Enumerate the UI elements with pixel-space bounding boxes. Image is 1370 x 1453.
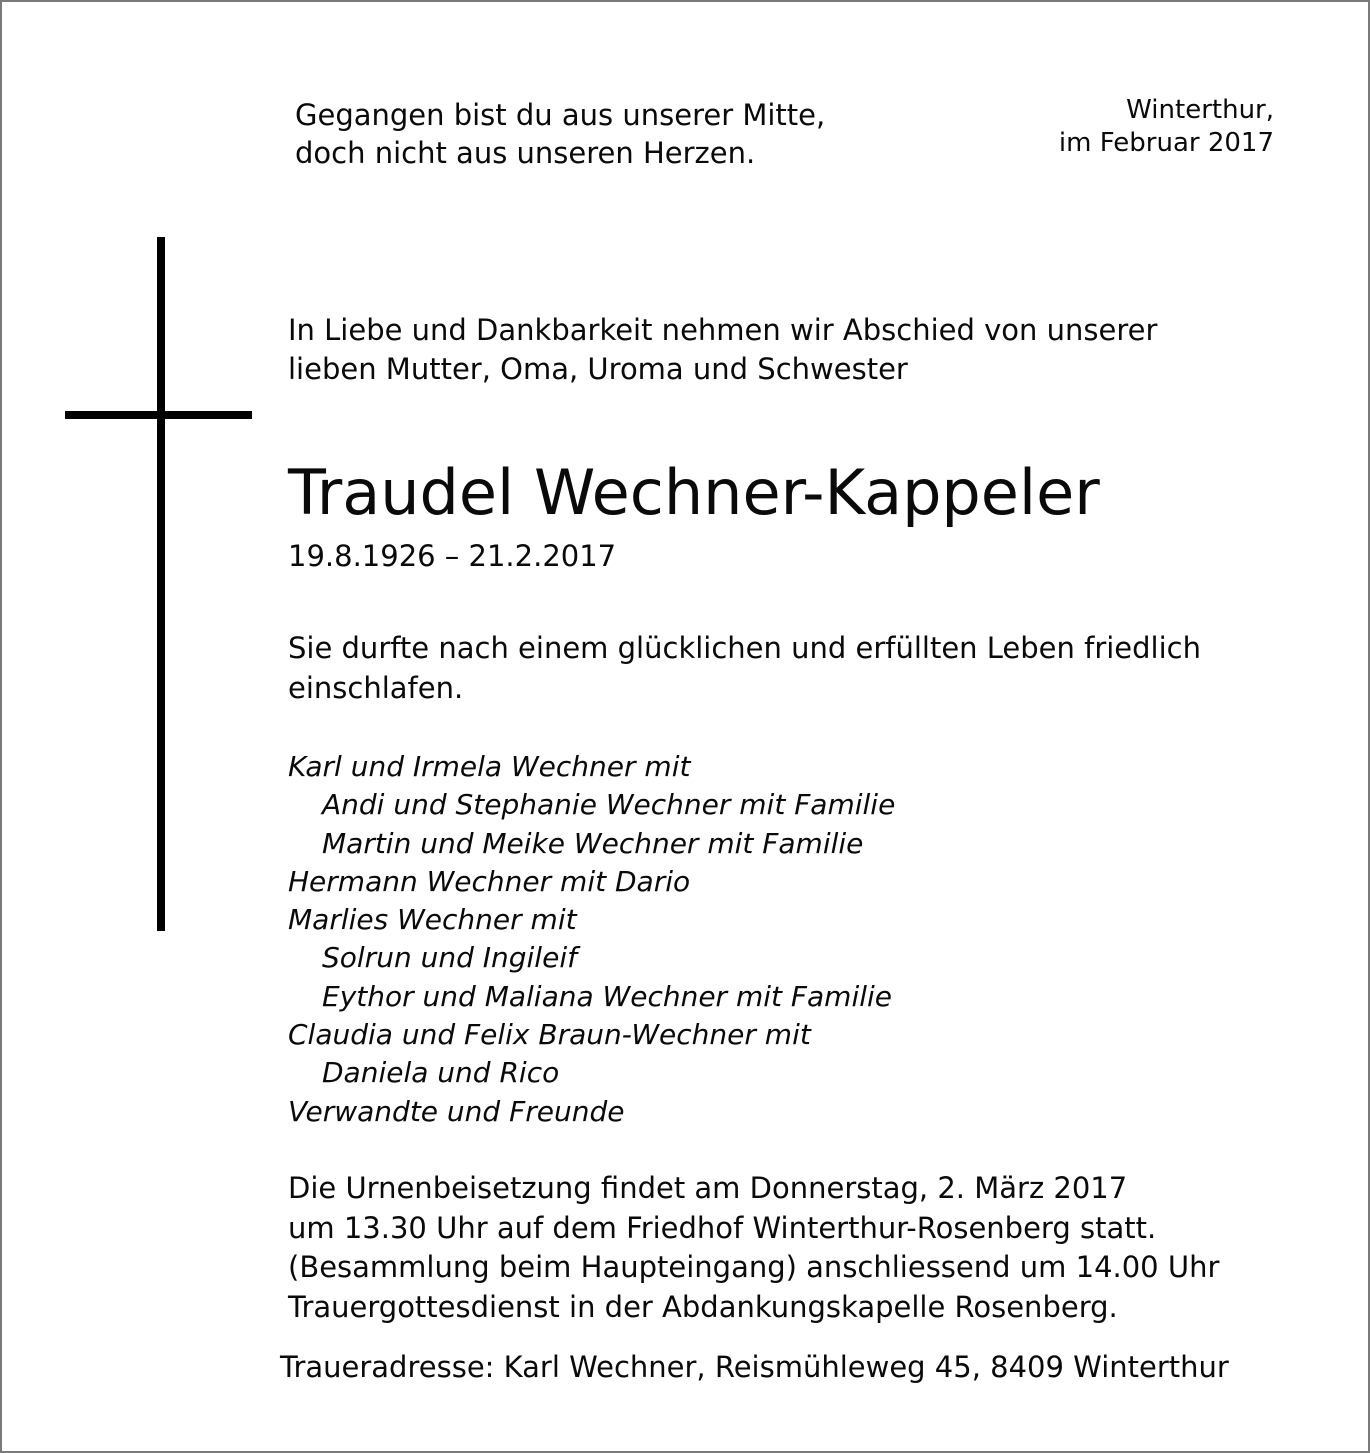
service-info: [288, 1169, 1219, 1327]
passing-text: [288, 628, 1201, 708]
service-line-4: Trauergottesdienst in der Abdankungskapelle Rosenberg.: [288, 1289, 1118, 1324]
mourners-list: [288, 748, 895, 1131]
mourner-line: Karl und Irmela Wechner mit: [288, 750, 691, 783]
mourner-line: Eythor und Maliana Wechner mit Familie: [322, 979, 893, 1013]
motto-line-2: doch nicht aus unseren Herzen.: [295, 136, 756, 170]
life-dates: 19.8.1926 – 21.2.2017: [288, 539, 617, 573]
mourner-line: Claudia und Felix Braun-Wechner mit: [288, 1018, 811, 1052]
passing-line-2: einschlafen.: [288, 671, 464, 705]
place: Winterthur,: [1126, 95, 1274, 125]
service-line-2: um 13.30 Uhr auf dem Friedhof Winterthur-Rosenberg statt.: [288, 1210, 1157, 1245]
intro-line-1: In Liebe und Dankbarkeit nehmen wir Abschied von unserer: [288, 313, 1158, 347]
service-line-1: Die Urnenbeisetzung findet am Donnerstag, 2. März 2017: [288, 1171, 1128, 1205]
mourning-address: Traueradresse: Karl Wechner, Reismühleweg 45, 8409 Winterthur: [280, 1350, 1229, 1384]
mourner-line: Marlies Wechner mit: [288, 903, 577, 937]
motto: [295, 96, 825, 172]
mourner-line: Verwandte und Freunde: [288, 1094, 625, 1128]
passing-line-1: Sie durfte nach einem glücklichen und erfüllten Leben friedlich: [288, 631, 1201, 665]
deceased-name: Traudel Wechner-Kappeler: [288, 456, 1100, 529]
date: im Februar 2017: [1058, 128, 1274, 158]
mourner-line: Daniela und Rico: [322, 1056, 560, 1090]
service-line-3: (Besammlung beim Haupteingang) anschliessend um 14.00 Uhr: [288, 1250, 1220, 1284]
mourner-line: Hermann Wechner mit Dario: [288, 864, 691, 898]
intro-line-2: lieben Mutter, Oma, Uroma und Schwester: [288, 352, 908, 386]
mourner-line: Martin und Meike Wechner mit Familie: [322, 826, 864, 860]
motto-line-1: Gegangen bist du aus unserer Mitte,: [295, 98, 826, 132]
cross-vertical-bar: [157, 237, 165, 931]
mourner-line: Solrun und Ingileif: [322, 941, 577, 975]
mourner-line: Andi und Stephanie Wechner mit Familie: [322, 788, 896, 822]
cross-horizontal-bar: [65, 411, 252, 419]
place-date: [1059, 94, 1274, 160]
intro-text: [288, 311, 1157, 389]
